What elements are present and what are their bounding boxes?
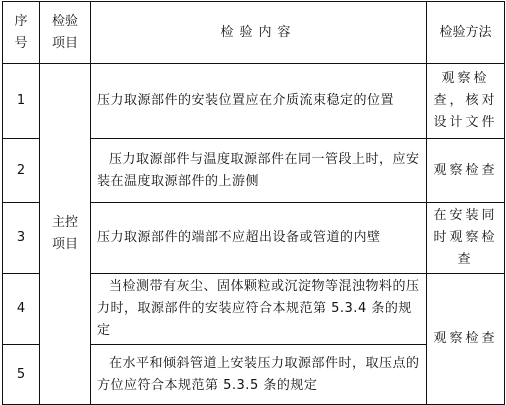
row-number: 3 [3,203,40,274]
header-item [40,2,91,64]
row-content [91,274,427,345]
row-content-text: 当检测带有灰尘、固体颗粒或沉淀物等混浊物料的压力时，取源部件的安装应符合本规范第 5.3.4 条的规定 [97,279,420,338]
row-number: 5 [3,345,40,405]
header-content: 检验内容 [91,2,427,64]
row-number: 2 [3,139,40,203]
row-content-text: 压力取源部件与温度取源部件在同一管段上时，应安装在温度取源部件的上游侧 [97,151,420,189]
row-content: 压力取源部件的安装位置应在介质流束稳定的位置 [91,64,427,139]
header-item-text: 检验 项目 [51,13,78,51]
row-method: 观察检查，核对设计文件 [427,64,505,139]
row-content: 压力取源部件的端部不应超出设备或管道的内壁 [91,203,427,274]
table-row [3,64,505,139]
group-cell [40,64,91,405]
row-content [91,345,427,405]
header-method: 检验方法 [427,2,505,64]
row-content-text: 在水平和倾斜管道上安装压力取源部件时，取压点的方位应符合本规范第 5.3.5 条的规定 [97,355,420,393]
table-header-row [3,2,505,64]
row-method: 观察检查 [427,139,505,203]
row-method: 在安装同时观察检查 [427,203,505,274]
row-content [91,139,427,203]
row-method: 观察检查 [427,274,505,405]
header-no: 序号 [3,2,40,64]
group-label: 主控 项目 [51,215,78,252]
row-number: 4 [3,274,40,345]
inspection-table [2,1,505,405]
row-number: 1 [3,64,40,139]
